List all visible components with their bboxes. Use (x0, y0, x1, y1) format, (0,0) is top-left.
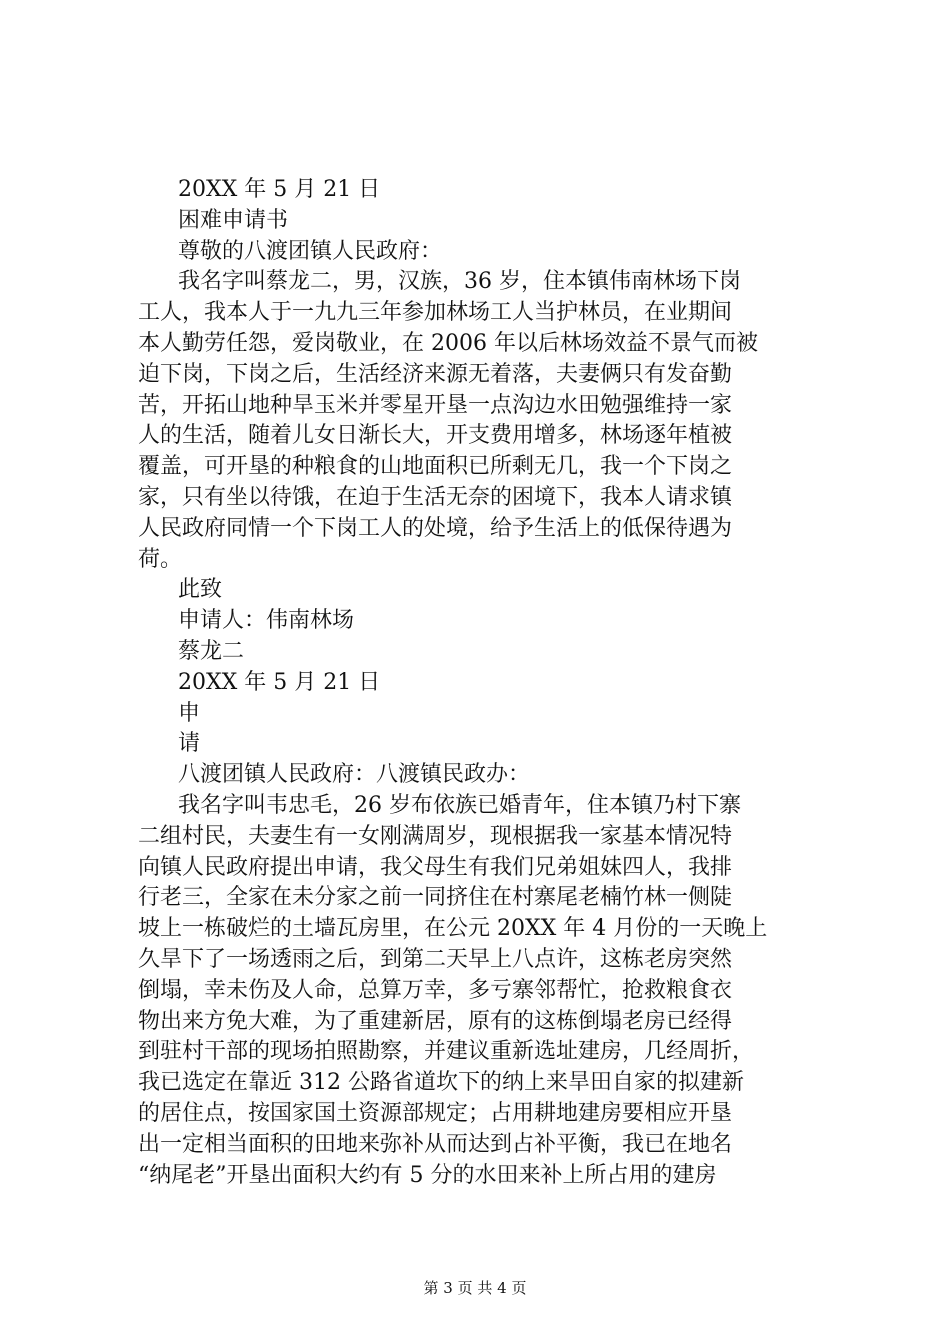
text-line: “纳尾老”开垦出面积大约有 5 分的水田来补上所占用的建房 (138, 1162, 717, 1188)
text-line: 困难申请书 (178, 207, 289, 233)
text-line: 到驻村干部的现场拍照勘察，并建议重新选址建房，几经周折， (138, 1039, 755, 1065)
text-line: 蔡龙二 (178, 638, 245, 664)
text-line: 物出来方免大难，为了重建新居，原有的这栋倒塌老房已经得 (138, 1008, 733, 1034)
document-body (138, 175, 838, 1191)
text-line: 荷。 (138, 546, 183, 572)
text-line: 苦，开拓山地种旱玉米并零星开垦一点沟边水田勉强维持一家 (138, 392, 733, 418)
text-line: 行老三，全家在未分家之前一同挤住在村寨尾老楠竹林一侧陡 (138, 885, 733, 911)
text-line: 本人勤劳任怨，爱岗敬业，在 2006 年以后林场效益不景气而被 (138, 330, 758, 356)
page-footer: 第 3 页 共 4 页 (423, 1279, 527, 1297)
text-line: 工人，我本人于一九九三年参加林场工人当护林员，在业期间 (138, 300, 733, 326)
text-line: 八渡团镇人民政府：八渡镇民政办： (178, 762, 531, 788)
text-line: 倒塌，幸未伤及人命，总算万幸，多亏寨邻帮忙，抢救粮食衣 (138, 977, 733, 1003)
text-line: 尊敬的八渡团镇人民政府： (178, 238, 443, 264)
text-line: 的居住点，按国家国土资源部规定；占用耕地建房要相应开垦 (138, 1100, 733, 1126)
text-line: 请 (178, 731, 201, 757)
text-line: 坡上一栋破烂的土墙瓦房里，在公元 20XX 年 4 月份的一天晚上 (138, 916, 768, 942)
text-line: 我名字叫韦忠毛，26 岁布依族已婚青年，住本镇乃村下寨 (178, 792, 741, 818)
text-line: 久旱下了一场透雨之后，到第二天早上八点许，这栋老房突然 (138, 946, 733, 972)
text-line: 20XX 年 5 月 21 日 (178, 669, 381, 695)
text-line: 申请人：伟南林场 (178, 608, 355, 634)
text-line: 人的生活，随着儿女日渐长大，开支费用增多，林场逐年植被 (138, 423, 733, 449)
text-line: 我已选定在靠近 312 公路省道坎下的纳上来旱田自家的拟建新 (138, 1070, 744, 1096)
text-line: 向镇人民政府提出申请，我父母生有我们兄弟姐妹四人，我排 (138, 854, 733, 880)
text-line: 迫下岗，下岗之后，生活经济来源无着落，夫妻俩只有发奋勤 (138, 361, 733, 387)
text-line: 出一定相当面积的田地来弥补从而达到占补平衡，我已在地名 (138, 1131, 733, 1157)
text-line: 申 (178, 700, 201, 726)
text-line: 覆盖，可开垦的种粮食的山地面积已所剩无几，我一个下岗之 (138, 454, 733, 480)
text-line: 此致 (178, 577, 223, 603)
text-line: 我名字叫蔡龙二，男，汉族，36 岁，住本镇伟南林场下岗 (178, 269, 741, 295)
text-line: 20XX 年 5 月 21 日 (178, 177, 381, 202)
text-line: 家，只有坐以待饿，在迫于生活无奈的困境下，我本人请求镇 (138, 484, 733, 510)
text-line: 二组村民，夫妻生有一女刚满周岁，现根据我一家基本情况特 (138, 823, 733, 849)
text-line: 人民政府同情一个下岗工人的处境，给予生活上的低保待遇为 (138, 515, 733, 541)
